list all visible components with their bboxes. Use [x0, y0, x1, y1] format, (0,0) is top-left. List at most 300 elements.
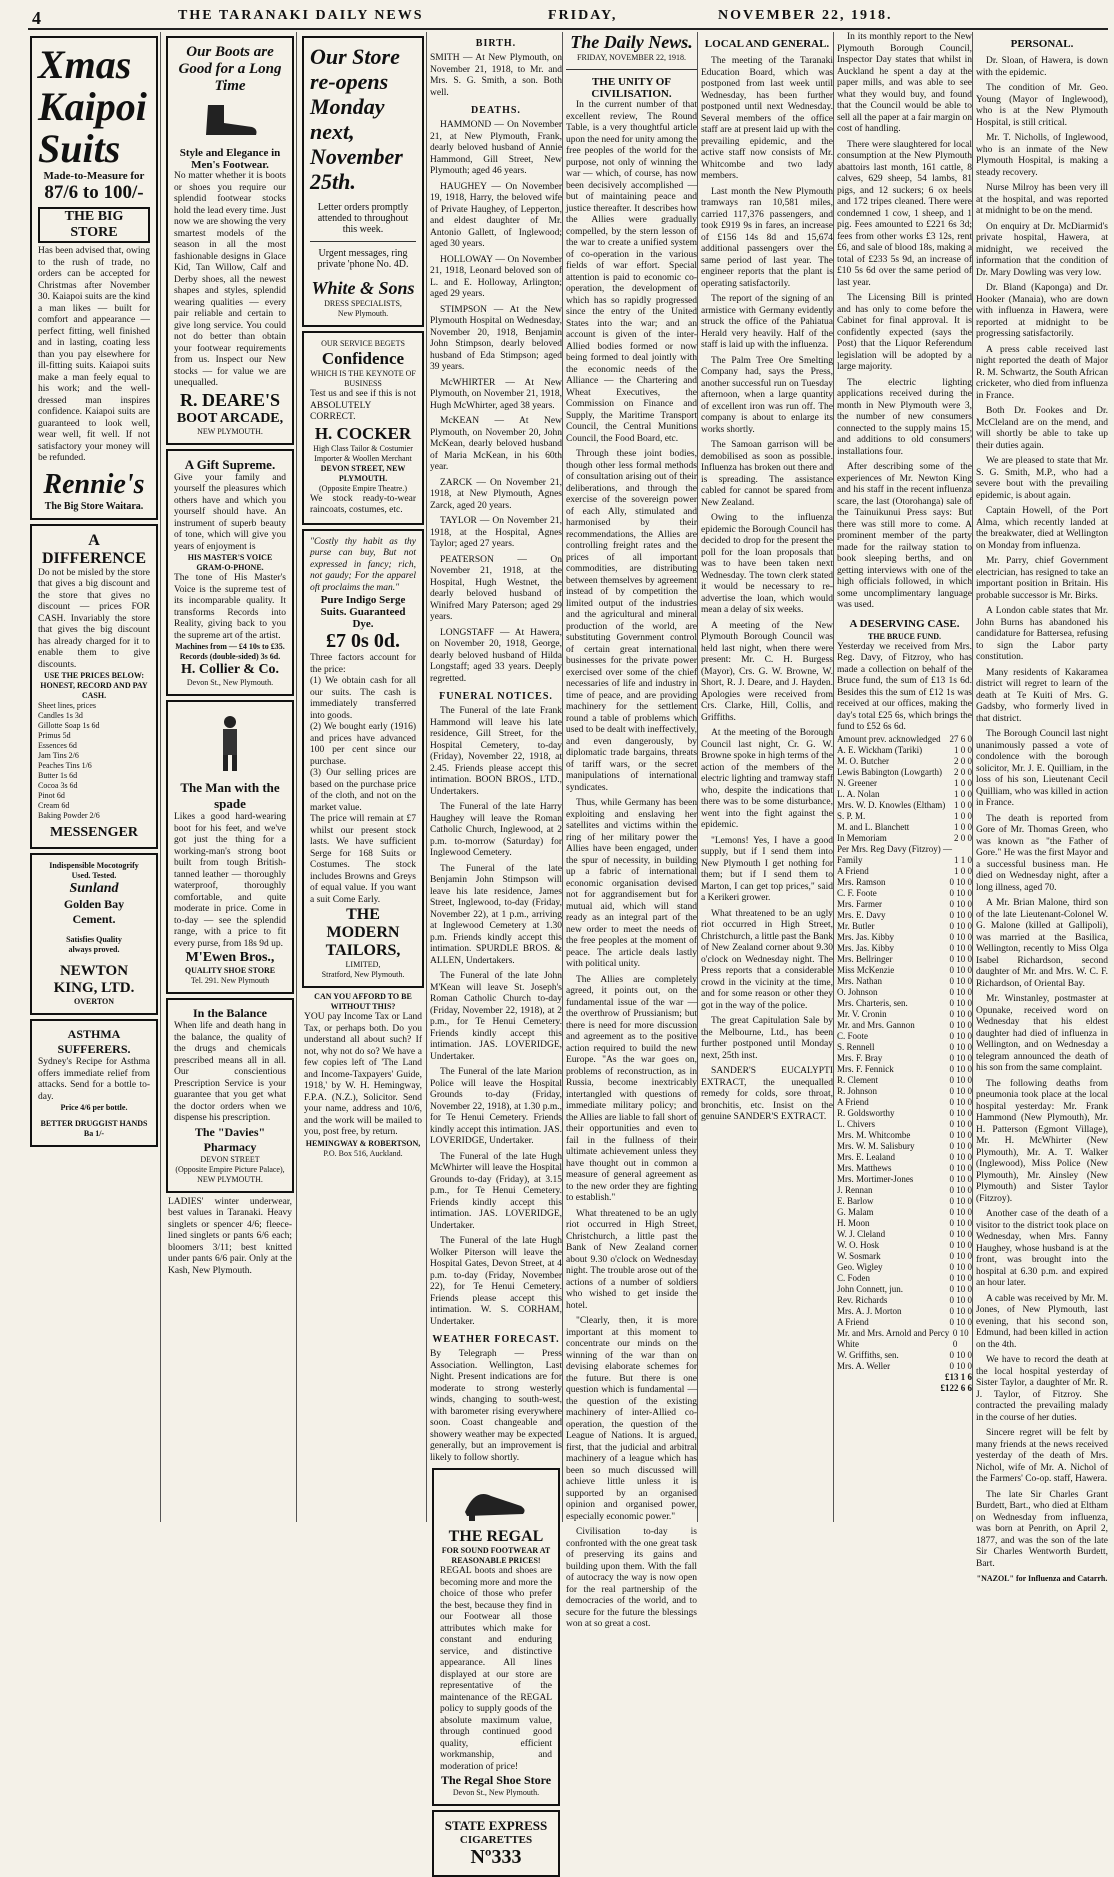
- divider: [310, 241, 416, 242]
- cig-brand: STATE EXPRESS: [444, 1818, 548, 1833]
- masthead-date: NOVEMBER 22, 1918.: [718, 8, 893, 23]
- fund-row: [837, 1240, 972, 1251]
- birth-notice: SMITH — At New Plymouth, on November 21, 1918, to Mr. and Mrs. S. G. Smith, a son. Both well.: [430, 53, 562, 98]
- column-3: [300, 32, 426, 1522]
- donation-amount: 0 10 0: [949, 1206, 972, 1217]
- personal-title: PERSONAL.: [1010, 38, 1074, 50]
- fund-row: [837, 1196, 972, 1207]
- price-item: Baking Powder 2/6: [38, 811, 100, 820]
- donation-amount: 1 0 0: [954, 821, 972, 832]
- donor-name: A Friend: [837, 1096, 869, 1107]
- death-notice: STIMPSON — At the New Plymouth Hospital on Wednesday, November 20, 1918, Benjamin John Stimpson, dearly beloved husband of Eda Stimpson; aged 39 years.: [430, 304, 562, 372]
- news-paragraph: The great Capitulation Sale by the Melbourne, Ltd., has been further postponed until Monday next, 25th inst.: [701, 1016, 833, 1061]
- fund-row: [837, 899, 972, 910]
- donation-amount: 0 10 0: [949, 1217, 972, 1228]
- column-divider: [160, 32, 161, 1522]
- modern-tailors-ad: [302, 529, 424, 989]
- donation-amount: 0 10 0: [949, 1052, 972, 1063]
- donor-name: M. and L. Blanchett: [837, 821, 910, 832]
- price-item: Butter 1s 6d: [38, 771, 78, 780]
- news-paragraph: The electric lighting applications received during the month in New Plymouth were 3, the number of new consumers connected to the supply mains 15, and additions to old consumers' installations four.: [837, 377, 972, 457]
- donor-name: C. Foote: [837, 1030, 869, 1041]
- donor-name: S. P. M.: [837, 810, 866, 821]
- daily-news-masthead: The Daily News.: [570, 32, 693, 52]
- donation-amount: 0 10 0: [949, 1063, 972, 1074]
- fund-row: [837, 822, 972, 833]
- cement-line5: always proved.: [68, 945, 120, 954]
- donor-name: Mr. V. Cronin: [837, 1008, 887, 1019]
- xmas-title: Xmas: [38, 42, 132, 87]
- donation-amount: 1 0 0: [954, 788, 972, 799]
- xmas-ad: [30, 36, 158, 520]
- column-2: [164, 32, 296, 1522]
- fund-row: [837, 1284, 972, 1295]
- reason-item: (1) We obtain cash for all our suits. The cash is immediately transferred into goods.: [310, 676, 416, 721]
- leader-paragraph: Thus, while Germany has been exploiting and enslaving her satellites and victims within the ring of her military power the Allies have been engaged, under the spur of necessity, in building up a fabric of international economic organisation devised not for aggrandisement but for mutual aid, which will stand ready as an integral part of the new order to meet the needs of the free peoples at the moment of peace. The article deals lastly with political unity.: [566, 798, 697, 969]
- cement-brand2: Golden Bay: [63, 897, 125, 911]
- column-divider: [972, 32, 973, 1522]
- reasons-after: The price will remain at £7 whilst our present stock lasts. We have sufficient Serge for 168 Suits or Costumes. The stock includes Browns and Greys of equal value. If you want a suit Come Early.: [310, 814, 416, 905]
- personal-paragraph: Nurse Milroy has been very ill at the hospital, and was reported at midnight to be on the mend.: [976, 183, 1108, 216]
- difference-intro: Do not be misled by the store that gives a big discount and the store that gives no discount — prices FOR CASH. Invariably the store that gives the big discount has already charged for it to enable them to give discounts.: [38, 567, 150, 670]
- donor-name: H. Moon: [837, 1217, 870, 1228]
- boot-arcade: BOOT ARCADE,: [176, 410, 284, 426]
- donor-name: Rev. Richards: [837, 1294, 888, 1305]
- cement-brand: Sunland: [69, 881, 119, 896]
- tax-guide-ad: [300, 992, 426, 1159]
- fund-row: [837, 910, 972, 921]
- donation-amount: 0 10 0: [949, 964, 972, 975]
- donation-amount: 0 10 0: [949, 1030, 972, 1041]
- fund-row: [837, 1350, 972, 1361]
- funeral-notice: The Funeral of the late Frank Hammond will leave his late residence, Gill Street, for the Hospital Cemetery, to-day (Friday), November 22, 1918, at 2.45. Friends please accept this intimation. BOON BROS., LTD., Undertakers.: [430, 706, 562, 797]
- reopen-line1: Our Store: [310, 44, 400, 69]
- reopen-body: Letter orders promptly attended to throughout this week.: [317, 202, 409, 235]
- fund-row: [837, 1097, 972, 1108]
- bruce-fund-intro: Yesterday we received from Mrs. Reg. Davy, of Fitzroy, who has made a collection on behalf of the Bruce fund, the sum of £13 1s 6d. Besides this the sum of £12 1s was received at our offices, making the day's total £25 6s, which brings the fund to £52 6s 6d.: [837, 641, 972, 732]
- donation-amount: 1 0 0: [954, 744, 972, 755]
- fund-row: [837, 1152, 972, 1163]
- reason-item: (2) We bought early (1916) and prices have advanced 100 per cent since our purchase.: [310, 722, 416, 767]
- personal-paragraph: Mr. Parry, chief Government electrician, has resigned to take an important position in Britain. His probable successor is Mr. Birks.: [976, 556, 1108, 601]
- fund-row: [837, 866, 972, 877]
- leader-paragraph: Through these joint bodies, though other less formal methods of consultation arising out of their deliberations, and through the exercise of the sovereign power of each Ally, stimulated and harmonised by their recommendations, the Allies are controlling freight rates and the prices of all important commodities, are distributing between themselves by agreement instead of by competition the limited output of the industries and the agricultural and mineral production of the world, are substituting Government control of certain great international businesses for the private power exercised over some of the chief necessaries of life and industry in time of peace, and are providing machinery for the settlement round a table of problems which used to be dealt with ineffectively, and even dangerously, by diplomatic trade bargains, threats of tariff wars, or the secret manipulations of international syndicates.: [566, 449, 697, 793]
- funeral-notice: The Funeral of the late Hugh McWhirter will leave the Hospital Grounds to-day (Friday), at 3.15 p.m., for Te Henui Cemetery. Friends kindly accept this intimation. JAS. LOVERIDGE, Undertaker.: [430, 1151, 562, 1231]
- reopen-line6: 25th.: [310, 169, 356, 194]
- modern-tailors-name: THE MODERN TAILORS,: [325, 906, 401, 959]
- funeral-notice: The Funeral of the late Harry Haughey will leave the Roman Catholic Church, Inglewood, at 2 p.m. to-morrow (Saturday) for Inglewood Cemetery.: [430, 802, 562, 858]
- cocker-body: We stock ready-to-wear raincoats, costumes, etc.: [310, 493, 416, 515]
- fund-row: [837, 855, 972, 866]
- donation-amount: 0 10 0: [949, 1041, 972, 1052]
- davies-pharmacy-ad: [166, 998, 294, 1193]
- news-paragraph: Last month the New Plymouth tramways ran 10,581 miles, carried 117,376 passengers, and took £919 9s in fares, an increase of £156 14s 8d and 15,674 additional passengers over the same period of last year. The engineer reports that the plant is operating satisfactorily.: [701, 186, 833, 289]
- donation-amount: 0 10 0: [949, 1250, 972, 1261]
- donor-name: Mrs. E. Lealand: [837, 1151, 895, 1162]
- fund-row: [837, 767, 972, 778]
- donation-amount: 0 10 0: [949, 1261, 972, 1272]
- donor-name: M. O. Butcher: [837, 755, 889, 766]
- donation-amount: 0 10 0: [949, 1184, 972, 1195]
- personal-paragraph: On enquiry at Dr. McDiarmid's private hospital, Hawera, at midnight, we received the information that the condition of Dr. Mary Dowling was very low.: [976, 221, 1108, 278]
- donor-name: N. Greener: [837, 777, 877, 788]
- donor-name: Mrs. Jas. Kibby: [837, 931, 895, 942]
- donation-amount: 0 10 0: [949, 1316, 972, 1327]
- paper-title: THE TARANAKI DAILY NEWS: [178, 8, 424, 23]
- tax-firm: HEMINGWAY & ROBERTSON,: [305, 1138, 421, 1148]
- workman-illustration-icon: [210, 714, 250, 774]
- personal-paragraph: Dr. Sloan, of Hawera, is down with the epidemic.: [976, 56, 1108, 78]
- tax-title: CAN YOU AFFORD TO BE WITHOUT THIS?: [314, 992, 412, 1011]
- news-continued: [837, 32, 972, 612]
- death-notice: HAUGHEY — On November 19, 1918, Harry, the beloved wife of Private Haughey, of Lepperton, and eldest daughter of Mr. Antonio Gallett, of Inglewood; aged 30 years.: [430, 181, 562, 249]
- leader-paragraph: "Clearly, then, it is more important at this moment to concentrate our minds on the winning of the war than on devising elaborate schemes for the future. But there is one question which is fundamental — the question of the existing machinery of inter-Allied co-operation, the question of the League of Nations. It is argued, first, that the judicial and arbitral machinery of a league which has been so much discussed will achieve little unless it is supported by an organised opinion and organised power, especially economic power.": [566, 1316, 697, 1522]
- funeral-notices: [430, 706, 562, 1328]
- price-item: Peaches Tins 1/6: [38, 761, 92, 770]
- donation-amount: 1 0 0: [954, 865, 972, 876]
- donor-name: Geo. Wigley: [837, 1261, 883, 1272]
- donor-name: Lewis Babington (Lowgarth): [837, 766, 942, 777]
- fund-row: [837, 998, 972, 1009]
- weather-heading: WEATHER FORECAST.: [432, 1334, 560, 1345]
- donor-name: R. Goldsworthy: [837, 1107, 895, 1118]
- donor-name: W. Sosmark: [837, 1250, 881, 1261]
- fund-row: [837, 745, 972, 756]
- donation-amount: 0 10 0: [949, 920, 972, 931]
- donor-name: A. E. Wickham (Tariki): [837, 744, 923, 755]
- funeral-notice: The Funeral of the late Hugh Wolker Piterson will leave the Hospital Gates, Devon Street, at 4 p.m. to-day (Friday, November 22), for Te Henui Cemetery. Friends please accept this intimation. W. S. CORHAM, Undertaker.: [430, 1236, 562, 1327]
- donor-name: Mrs. F. Bray: [837, 1052, 883, 1063]
- regal-store: The Regal Shoe Store: [440, 1773, 552, 1787]
- divider: [566, 69, 697, 70]
- newton-king-logo: NEWTON KING, LTD.: [53, 963, 135, 996]
- personal-paragraph: We are pleased to state that Mr. S. G. Smith, M.P., who had a severe bout with the prevailing epidemic, is about again.: [976, 456, 1108, 501]
- column-5: [566, 32, 697, 1629]
- donation-amount: 0 10 0: [949, 1305, 972, 1316]
- fund-row: [837, 1328, 972, 1350]
- personal-items: [976, 56, 1108, 1570]
- donor-name: A Friend: [837, 865, 869, 876]
- weather-forecast: By Telegraph — Press Association. Wellington, Last Night. Present indications are for moderate to strong westerly winds, changing to south-west, with barometer rising everywhere soon. Coast changeable and showery weather may be expected generally, but an improvement is likely to follow shortly.: [430, 1349, 562, 1463]
- nazol-ad: "NAZOL" for Influenza and Catarrh.: [976, 1574, 1108, 1583]
- leader-paragraph: Civilisation to-day is confronted with the one great task of preserving its gains and building upon them. With the fall of autocracy the way is now open for the real partnership of the democracies of the world, and to secure for the future the blessings won at so great a cost.: [566, 1527, 697, 1629]
- boot-illustration-icon: [200, 101, 260, 141]
- cement-line2: Used. Tested.: [71, 871, 117, 880]
- mewen-location: Tel. 291. New Plymouth: [190, 976, 270, 985]
- modern-tailors-location: Stratford, New Plymouth.: [321, 970, 405, 979]
- fund-row: [837, 1020, 972, 1031]
- regal-shoe-ad: [432, 1468, 560, 1806]
- fund-row: [837, 800, 972, 811]
- regal-body: REGAL boots and shoes are becoming more and more the choice of those who prefer the best, because they find in our Footwear all those attributes which make for constant and enduring service, and distinctive appearance. All lines displayed at our store are representative of the maintenance of the REGAL policy to supply goods of the absolute maximum value, through continued good quality, efficient workmanship, and moderation of price!: [440, 1566, 552, 1772]
- donor-name: Mr. and Mrs. Arnold and Percy White: [837, 1327, 950, 1349]
- column-divider: [833, 32, 834, 1522]
- fund-row: [837, 1108, 972, 1119]
- mewen-spade-ad: [166, 700, 294, 994]
- fund-row: [837, 1361, 972, 1372]
- boots-location: NEW PLYMOUTH.: [197, 426, 263, 436]
- reopen-line4: next,: [310, 119, 355, 144]
- personal-paragraph: The Borough Council last night unanimously passed a vote of condolence with the borough solicitor, Mr. J. E. Quilliam, in the loss of his son, Lieutenant Cecil Quilliam, who was killed in action in France.: [976, 729, 1108, 808]
- donor-name: J. Rennan: [837, 1184, 873, 1195]
- fund-total: [837, 1372, 972, 1383]
- price-item: Sheet lines, prices: [38, 701, 96, 710]
- donation-amount: 0 10 0: [949, 1118, 972, 1129]
- fund-row: [837, 756, 972, 767]
- donor-name: Mr. Butler: [837, 920, 875, 931]
- fund-row: [837, 1185, 972, 1196]
- news-paragraph: The Licensing Bill is printed and has only to come before the Cabinet for final approval. It is confidently expected (says the Post) that the Liquor Referendum legislation will be adopted by a large majority.: [837, 293, 972, 372]
- donation-amount: 0 10 0: [949, 953, 972, 964]
- column-divider: [296, 32, 297, 1522]
- donation-amount: 0 10 0: [949, 1294, 972, 1305]
- donor-name: W. Griffiths, sen.: [837, 1349, 899, 1360]
- white-sons-sub: DRESS SPECIALISTS,: [324, 299, 402, 308]
- reasons-intro: Three factors account for the price:: [310, 653, 416, 675]
- news-paragraph: A meeting of the New Plymouth Borough Council was held last night, when there were present: Mr. C. H. Burgess (Mayor), Crs. G. W. Browne, W. Short, R. J. Deare, and J. Hayden. Apologies were received from Crs. Clarke, Hill, Collis, and Griffiths.: [701, 620, 833, 723]
- donor-name: W. O. Hosk: [837, 1239, 880, 1250]
- service-line: OUR SERVICE BEGETS: [321, 339, 405, 348]
- donation-amount: 0 10 0: [949, 931, 972, 942]
- regal-title: THE REGAL: [448, 1528, 544, 1545]
- fund-row: [837, 844, 972, 855]
- news-paragraph: The Samoan garrison will be demobilised as soon as possible. Influenza has broken out there and is spreading. The assistance cabled for cannot be spared from New Zealand.: [701, 440, 833, 508]
- spade-body: Likes a good hard-wearing boot for his feet, and we've got just the thing for a working-man's strong boot built from tough British-tanned leather — thoroughly waterproof, thoroughly comfortable, and quite moderate in price. Come in to-day — see the splendid range, with a price to fit every purse, from 18s 9d up.: [174, 812, 286, 949]
- record-prices: Records (double-sided) 3s 6d.: [179, 652, 281, 661]
- fund-list: [837, 734, 972, 1372]
- fund-grand-value: £122 6 6: [940, 1382, 972, 1393]
- price-range: 87/6 to 100/-: [44, 182, 144, 203]
- xmas-body: Has been advised that, owing to the rush of trade, no orders can be accepted for Christmas after November 30. Kaiapoi suits are the kind a man likes — built for comfort and appearance — perfect fitting, well finished and in lasting, coating less than you pay elsewhere for ill-fitting suits. Kaiapoi suits make a man feely equal to his work; and the well-dressed man inspires confidence. Kaiapoi suits are guaranteed to look well, wear well, fit well. If not satisfactory your money will be refunded.: [38, 246, 150, 463]
- donation-amount: 1 1 0: [954, 854, 972, 865]
- personal-paragraph: Captain Howell, of the Port Alma, which recently landed at the breakwater, died at Wellington on Monday from influenza.: [976, 506, 1108, 551]
- price-item: Gillotte Soap 1s 6d: [38, 721, 100, 730]
- serge-suits: Pure Indigo Serge Suits. Guaranteed Dye.: [320, 594, 406, 630]
- price-item: Pinot 6d: [38, 791, 65, 800]
- death-notice: TAYLOR — On November 21, 1918, at the Hospital, Agnes Taylor; aged 27 years.: [430, 516, 562, 549]
- page-number: 4: [32, 8, 43, 28]
- personal-paragraph: Mr. T. Nicholls, of Inglewood, who is an inmate of the New Plymouth Hospital, is making a steady recovery.: [976, 133, 1108, 178]
- donation-amount: 0 10 0: [949, 898, 972, 909]
- personal-paragraph: The death is reported from Gore of Mr. Thomas Green, who was known as "the Father of Gore." He was the first Mayor and a successful business man. He died on Wednesday night, after a long illness, aged 70.: [976, 813, 1108, 893]
- kash-underwear-notice: LADIES' winter underwear, best values in Taranaki. Heavy singlets or spencer 4/6; fleece-lined singlets or pants 6/6 each; bloomers 3/11; best knitted under pants 6/6 pair. Only at the Kash, New Plymouth.: [168, 1196, 292, 1276]
- fund-row: [837, 877, 972, 888]
- price-item: Primus 5d: [38, 731, 71, 740]
- deaths-heading: DEATHS.: [471, 105, 521, 116]
- messenger-footer: MESSENGER: [50, 825, 138, 840]
- donor-name: A Friend: [837, 1316, 869, 1327]
- fund-row: [837, 1317, 972, 1328]
- donor-name: Mrs. W. M. Salisbury: [837, 1140, 915, 1151]
- fund-row: [837, 833, 972, 844]
- fund-row: [837, 954, 972, 965]
- bruce-fund-title: THE BRUCE FUND.: [867, 631, 942, 641]
- death-notice: LONGSTAFF — At Hawera, on November 20, 1918, George, dearly beloved husband of Hilda Longstaff; aged 33 years. Deeply regretted.: [430, 627, 562, 684]
- personal-paragraph: A London cable states that Mr. John Burns has abandoned his candidature for Battersea, refusing to sign the Labor party constitution.: [976, 606, 1108, 662]
- fund-row: [837, 1119, 972, 1130]
- donor-name: Mrs. W. D. Knowles (Eltham): [837, 799, 946, 810]
- donation-amount: 0 10 0: [952, 1327, 969, 1349]
- donation-amount: 0 10 0: [949, 1239, 972, 1250]
- news-paragraph: The meeting of the Taranaki Education Board, which was postponed from last week until Wednesday, has been further postponed until next Wednesday. Several members of the office staff are at present laid up with the prevailing epidemic, and the active staff now consists of Mr. Whitcombe and two lady members.: [701, 56, 833, 181]
- donation-amount: 0 10 0: [949, 1283, 972, 1294]
- donation-amount: 1 0 0: [954, 799, 972, 810]
- donor-name: Mrs. Jas. Kibby: [837, 942, 895, 953]
- donation-amount: 0 10 0: [949, 1349, 972, 1360]
- donation-amount: 0 10 0: [949, 1074, 972, 1085]
- balance-body: When life and death hang in the balance, the quality of the drugs and chemicals prescribed means all in all. Our conscientious Prescription Service is your guarantee that you get what the doctor orders when we dispense his prescription.: [174, 1021, 286, 1123]
- gift-body2: The tone of His Master's Voice is the supreme test of its incomparable quality. It transforms Records into Reality, giving back to you the supreme art of the artist.: [174, 573, 286, 641]
- news-paragraph: The Palm Tree Ore Smelting Company had, says the Press, another successful run on Tuesday afternoon, when a large quantity of excellent iron was run off. The company is about to enlarge its works shortly.: [701, 355, 833, 435]
- asthma-ad: [30, 1019, 158, 1147]
- donation-amount: 0 10 0: [949, 909, 972, 920]
- fund-row: [837, 1229, 972, 1240]
- news-paragraph: SANDER'S EUCALYPTI EXTRACT, the unequalled remedy for colds, sore throat, bronchitis, etc. Insist on the genuine SANDER'S EXTRACT.: [701, 1066, 833, 1122]
- reopen-line2: re-opens: [310, 69, 389, 94]
- reason-item: (3) Our selling prices are based on the purchase price of the cloth, and not on the market value.: [310, 768, 416, 813]
- made-to-measure: Made-to-Measure for: [43, 170, 145, 182]
- fund-row: [837, 965, 972, 976]
- state-express-ad: [432, 1810, 560, 1877]
- personal-paragraph: A cable was received by Mr. M. Jones, of New Plymouth, last evening, that his second son, Edmund, had been killed in action on the 4th.: [976, 1293, 1108, 1350]
- white-sons-logo: White & Sons: [311, 278, 415, 298]
- personal-paragraph: A Mr. Brian Malone, third son of the late Lieutenant-Colonel W. G. Malone (killed at Gallipoli), was married at the Basilica, Wellington, recently to Miss Olga Isabel Richardson, second daughter of Mr. and Mrs. W. C. F. Richardson, of Oriental Bay.: [976, 898, 1108, 989]
- fund-row: [837, 1130, 972, 1141]
- donation-amount: 0 10 0: [949, 1151, 972, 1162]
- donor-name: Miss McKenzie: [837, 964, 895, 975]
- cig-number: Nº333: [470, 1846, 522, 1868]
- masthead: [28, 6, 1108, 30]
- pharmacy-town: NEW PLYMOUTH.: [197, 1174, 263, 1184]
- news-paragraph: "Lemons! Yes, I have a good supply, but if I send them into New Plymouth I get nothing for them; but if I send them to Marton, I can get top prices," said a Kerikeri grower.: [701, 835, 833, 903]
- donation-amount: 0 10 0: [949, 942, 972, 953]
- donor-name: Amount prev. acknowledged: [837, 733, 941, 744]
- quality-shoe-store: QUALITY SHOE STORE: [184, 966, 276, 975]
- deserving-case-title: A DESERVING CASE.: [849, 617, 960, 630]
- price-item: Candles 1s 3d: [38, 711, 83, 720]
- donor-name: Family: [837, 854, 863, 865]
- donation-amount: 2 0 0: [954, 766, 972, 777]
- pharmacy-name: The "Davies" Pharmacy: [194, 1124, 266, 1154]
- column-4: [430, 32, 562, 1868]
- death-notice: HAMMOND — On November 21, at New Plymouth, Frank, dearly beloved husband of Annie Hammond, Gill Street, New Plymouth; aged 46 years.: [430, 120, 562, 176]
- donor-name: Mrs. A. Weller: [837, 1360, 891, 1371]
- suits-title: Suits: [38, 126, 121, 171]
- column-divider: [426, 32, 427, 1522]
- news-paragraph: After describing some of the experiences of Mr. Newton King and his staff in the recent influenza scare, the last (Otorohanga) sale of the Tainuikunui Press says: But there was still more to come. A prominent member of the party made for the railway station to book sleeping berths, and on getting interviews with one of the high officials followed, in which some uncomplimentary language was used.: [837, 462, 972, 610]
- regal-location: Devon St., New Plymouth.: [452, 1788, 540, 1797]
- fund-row: [837, 811, 972, 822]
- cocker-location: DEVON STREET, NEW PLYMOUTH.: [320, 463, 406, 483]
- fund-row: [837, 976, 972, 987]
- spade-title: The Man with the spade: [180, 780, 280, 811]
- gift-body: Give your family and yourself the pleasures which others have and which you yourself should have. An instrument of superb beauty of tone, which will give you years of enjoyment is: [174, 472, 286, 552]
- news-paragraph: Owing to the influenza epidemic the Borough Council has decided to drop for the present the poll for the loan proposals that was to have been taken next Wednesday. The town clerk stated it would be necessary to re-advertise the loan, which would mean a delay of six weeks.: [701, 513, 833, 615]
- donation-amount: 0 10 0: [949, 1360, 972, 1371]
- fund-row: [837, 1141, 972, 1152]
- cocker-name: H. COCKER: [314, 423, 412, 443]
- news-paragraph: There were slaughtered for local consumption at the New Plymouth abattoirs last month, 161 cattle, 8 calves, 629 sheep, 54 lambs, 81 pigs, and 12 suckers; 6 ox heels and 172 tripes cleaned. There were condemned 1 cow, 1 sheep, and 1 pig. Fees amounted to £221 6s 3d; fees from other works £3 12s, rent £6, and sale of blood 18s, making a total of £233 5s 9d, an increase of £10 5s 6d over the same period of last year.: [837, 139, 972, 288]
- donation-amount: 0 10 0: [949, 1019, 972, 1030]
- donation-amount: 0 10 0: [949, 997, 972, 1008]
- white-sons-ad: [302, 36, 424, 327]
- news-paragraph: At the meeting of the Borough Council last night, Cr. G. W. Browne spoke in high terms of the action of the members of the electric lighting and tramway staff who, despite the indications that there was to be some disturbance, went into the fight against the epidemic.: [701, 728, 833, 830]
- balance-title: In the Balance: [192, 1006, 267, 1020]
- personal-paragraph: We have to record the death at the local hospital yesterday of Sister Taylor, a daughter of Mr. R. J. Taylor, of Fitzroy. She contracted the prevailing malady in the course of her duties.: [976, 1355, 1108, 1423]
- fund-row: [837, 1262, 972, 1273]
- donor-name: W. J. Cleland: [837, 1228, 886, 1239]
- cement-line4: Satisfies Quality: [66, 935, 122, 944]
- leader-paragraph: In the current number of that excellent review, The Round Table, is a very thoughtful article upon the need for unity among the free peoples of the world for the purpose, not only of winning the war — which, of course, has now been decisively accomplished — but of maintaining peace and justice thereafter. It describes how the Allies were gradually compelled, by the stern lesson of the war to create a unified system of co-operation in the various fields of war effort. Special attention is paid to economic co-operation, the development of which has so rapidly progressed since the entry of the United States into the war; and an account is given of the inter-Allied bodies formed or now being formed to deal jointly with the economic needs of the Alliance — the Chartering and Wheat Executives, the Commission on Finance and Supply, the Maritime Transport Council, the Central Munitions Council, the Food Board, etc.: [566, 100, 697, 444]
- news-paragraph: In its monthly report to the New Plymouth Borough Council, Inspector Day states that whilst in Auckland he spent a day at the paper mills, and was able to see what they would buy, and found that the Council would be able to sell all the paper at a fair margin on cost of handling.: [837, 32, 972, 134]
- difference-title: A DIFFERENCE: [41, 531, 146, 567]
- leader-paragraph: The Allies are completely agreed, it points out, on the fundamental issue of the war — the overthrow of Prussianism; but there is need for more discussion and agreement as to the positive action required to build the new Europe. "As the war goes on, problems of reconstruction, as in Russia, become inextricably intertangled with questions of immediate military policy; and the Allies are liable to fall short of their opportunities and even to fail in the fullness of their ultimate achievement unless they have thought out in common a measure of general agreement as to the new order they are fighting to establish.": [566, 974, 697, 1203]
- fund-row: [837, 943, 972, 954]
- personal-paragraph: The condition of Mr. Geo. Young (Mayor of Inglewood), who is at the New Plymouth Hospital, is still critical.: [976, 83, 1108, 128]
- personal-paragraph: Many residents of Kakaramea district will regret to learn of the death at Te Kuiti of Mrs. G. Gadsby, who formerly lived in that district.: [976, 667, 1108, 724]
- fund-row: [837, 932, 972, 943]
- births-heading: BIRTH.: [475, 38, 517, 49]
- pharmacy-street: DEVON STREET: [200, 1154, 260, 1164]
- personal-paragraph: The following deaths from pneumonia took place at the local hospital yesterday: Mr. Frank Hammond (New Plymouth), Mr. H. Patterson (Egmont Village), Mr. H. McWhirter (New Plymouth), Mr. A. T. Walker (Inglewood), Miss Police (New Plymouth), Mr. Ainsley (New Plymouth) and Sister Taylor (Fitzroy).: [976, 1078, 1108, 1204]
- hmv-brand: HIS MASTER'S VOICE GRAM-O-PHONE.: [187, 553, 273, 572]
- donation-amount: 0 10 0: [949, 1096, 972, 1107]
- donation-amount: 0 10 0: [949, 975, 972, 986]
- tax-body: YOU pay Income Tax or Land Tax, or perhaps both. Do you understand all about such? If not, why not do so? We have a few copies left of 'The Land and Income-Taxpayers' Guide, 1918,' by W. H. Hemingway, F.P.A. (N.Z.), Solicitor. Send your name, address and 10/6, and the work will be mailed to you, post free, by return.: [304, 1012, 422, 1137]
- donation-amount: 0 10 0: [949, 1228, 972, 1239]
- confidence-body: Test us and see if this is not ABSOLUTELY CORRECT.: [310, 389, 416, 422]
- newton-king-sub: OVERTON: [73, 997, 115, 1006]
- suit-price: £7 0s 0d.: [326, 630, 400, 652]
- donor-name: Mrs. Charteris, sen.: [837, 997, 908, 1008]
- death-notice: McWHIRTER — At New Plymouth, on November 21, 1918, Hugh McWhirter, aged 38 years.: [430, 377, 562, 411]
- donor-name: Mrs. E. Davy: [837, 909, 886, 920]
- donor-name: In Memoriam: [837, 832, 887, 843]
- reopen-phone: Urgent messages, ring private 'phone No. 4D.: [317, 248, 409, 270]
- cement-ad: [30, 853, 158, 1015]
- donation-amount: 0 10 0: [949, 1162, 972, 1173]
- death-notices: [430, 120, 562, 685]
- donation-amount: 0 10 0: [949, 1195, 972, 1206]
- reopen-line5: November: [310, 144, 403, 169]
- price-item: Essences 6d: [38, 741, 77, 750]
- donor-name: R. Clement: [837, 1074, 878, 1085]
- machine-prices: Machines from — £4 10s to £35.: [175, 642, 285, 651]
- fund-row: [837, 1075, 972, 1086]
- donor-name: C. F. Foote: [837, 887, 877, 898]
- cement-brand3: Cement.: [72, 912, 116, 926]
- donor-name: L. A. Nolan: [837, 788, 880, 799]
- confidence-title: Confidence: [321, 349, 405, 368]
- mewen-name: M'Ewen Bros.,: [185, 950, 275, 965]
- death-notice: McKEAN — At New Plymouth, on November 20, John McKean, dearly beloved husband of Maria McKean, in his 60th year.: [430, 416, 562, 472]
- donor-name: Mrs. M. Whitcombe: [837, 1129, 911, 1140]
- death-notice: ZARCK — On November 21, 1918, at New Plymouth, Agnes Zarck, aged 20 years.: [430, 477, 562, 511]
- reopen-line3: Monday: [310, 94, 385, 119]
- leader-paragraph: What threatened to be an ugly riot occurred in High Street, Christchurch, a little past the Bank of New Zealand corner about 9.30 o'clock on Wednesday night. The trouble arose out of the actions of a number of soldiers who wished to get inside the hotel.: [566, 1208, 697, 1311]
- white-sons-location: New Plymouth.: [337, 309, 389, 318]
- cocker-location2: (Opposite Empire Theatre.): [318, 483, 408, 493]
- tax-address: P.O. Box 516, Auckland.: [323, 1148, 403, 1158]
- donor-name: Mr. and Mrs. Gannon: [837, 1019, 915, 1030]
- modern-tailors-sub: LIMITED,: [345, 960, 381, 969]
- difference-ad: [30, 524, 158, 850]
- news-paragraph: What threatened to be an ugly riot occurred in High Street, Christchurch, a little past the Bank of New Zealand corner about 9.30 o'clock on Wednesday night. The Press reports that a considerable crowd in the vicinity at the time, and for some reason or other they got in the way of the police.: [701, 908, 833, 1011]
- donation-amount: 0 10 0: [949, 1107, 972, 1118]
- donation-amount: 1 0 0: [954, 777, 972, 788]
- donor-name: Mrs. F. Fennick: [837, 1063, 894, 1074]
- personal-paragraph: Both Dr. Fookes and Dr. McCleland are on the mend, and will shortly be able to take up their duties again.: [976, 406, 1108, 451]
